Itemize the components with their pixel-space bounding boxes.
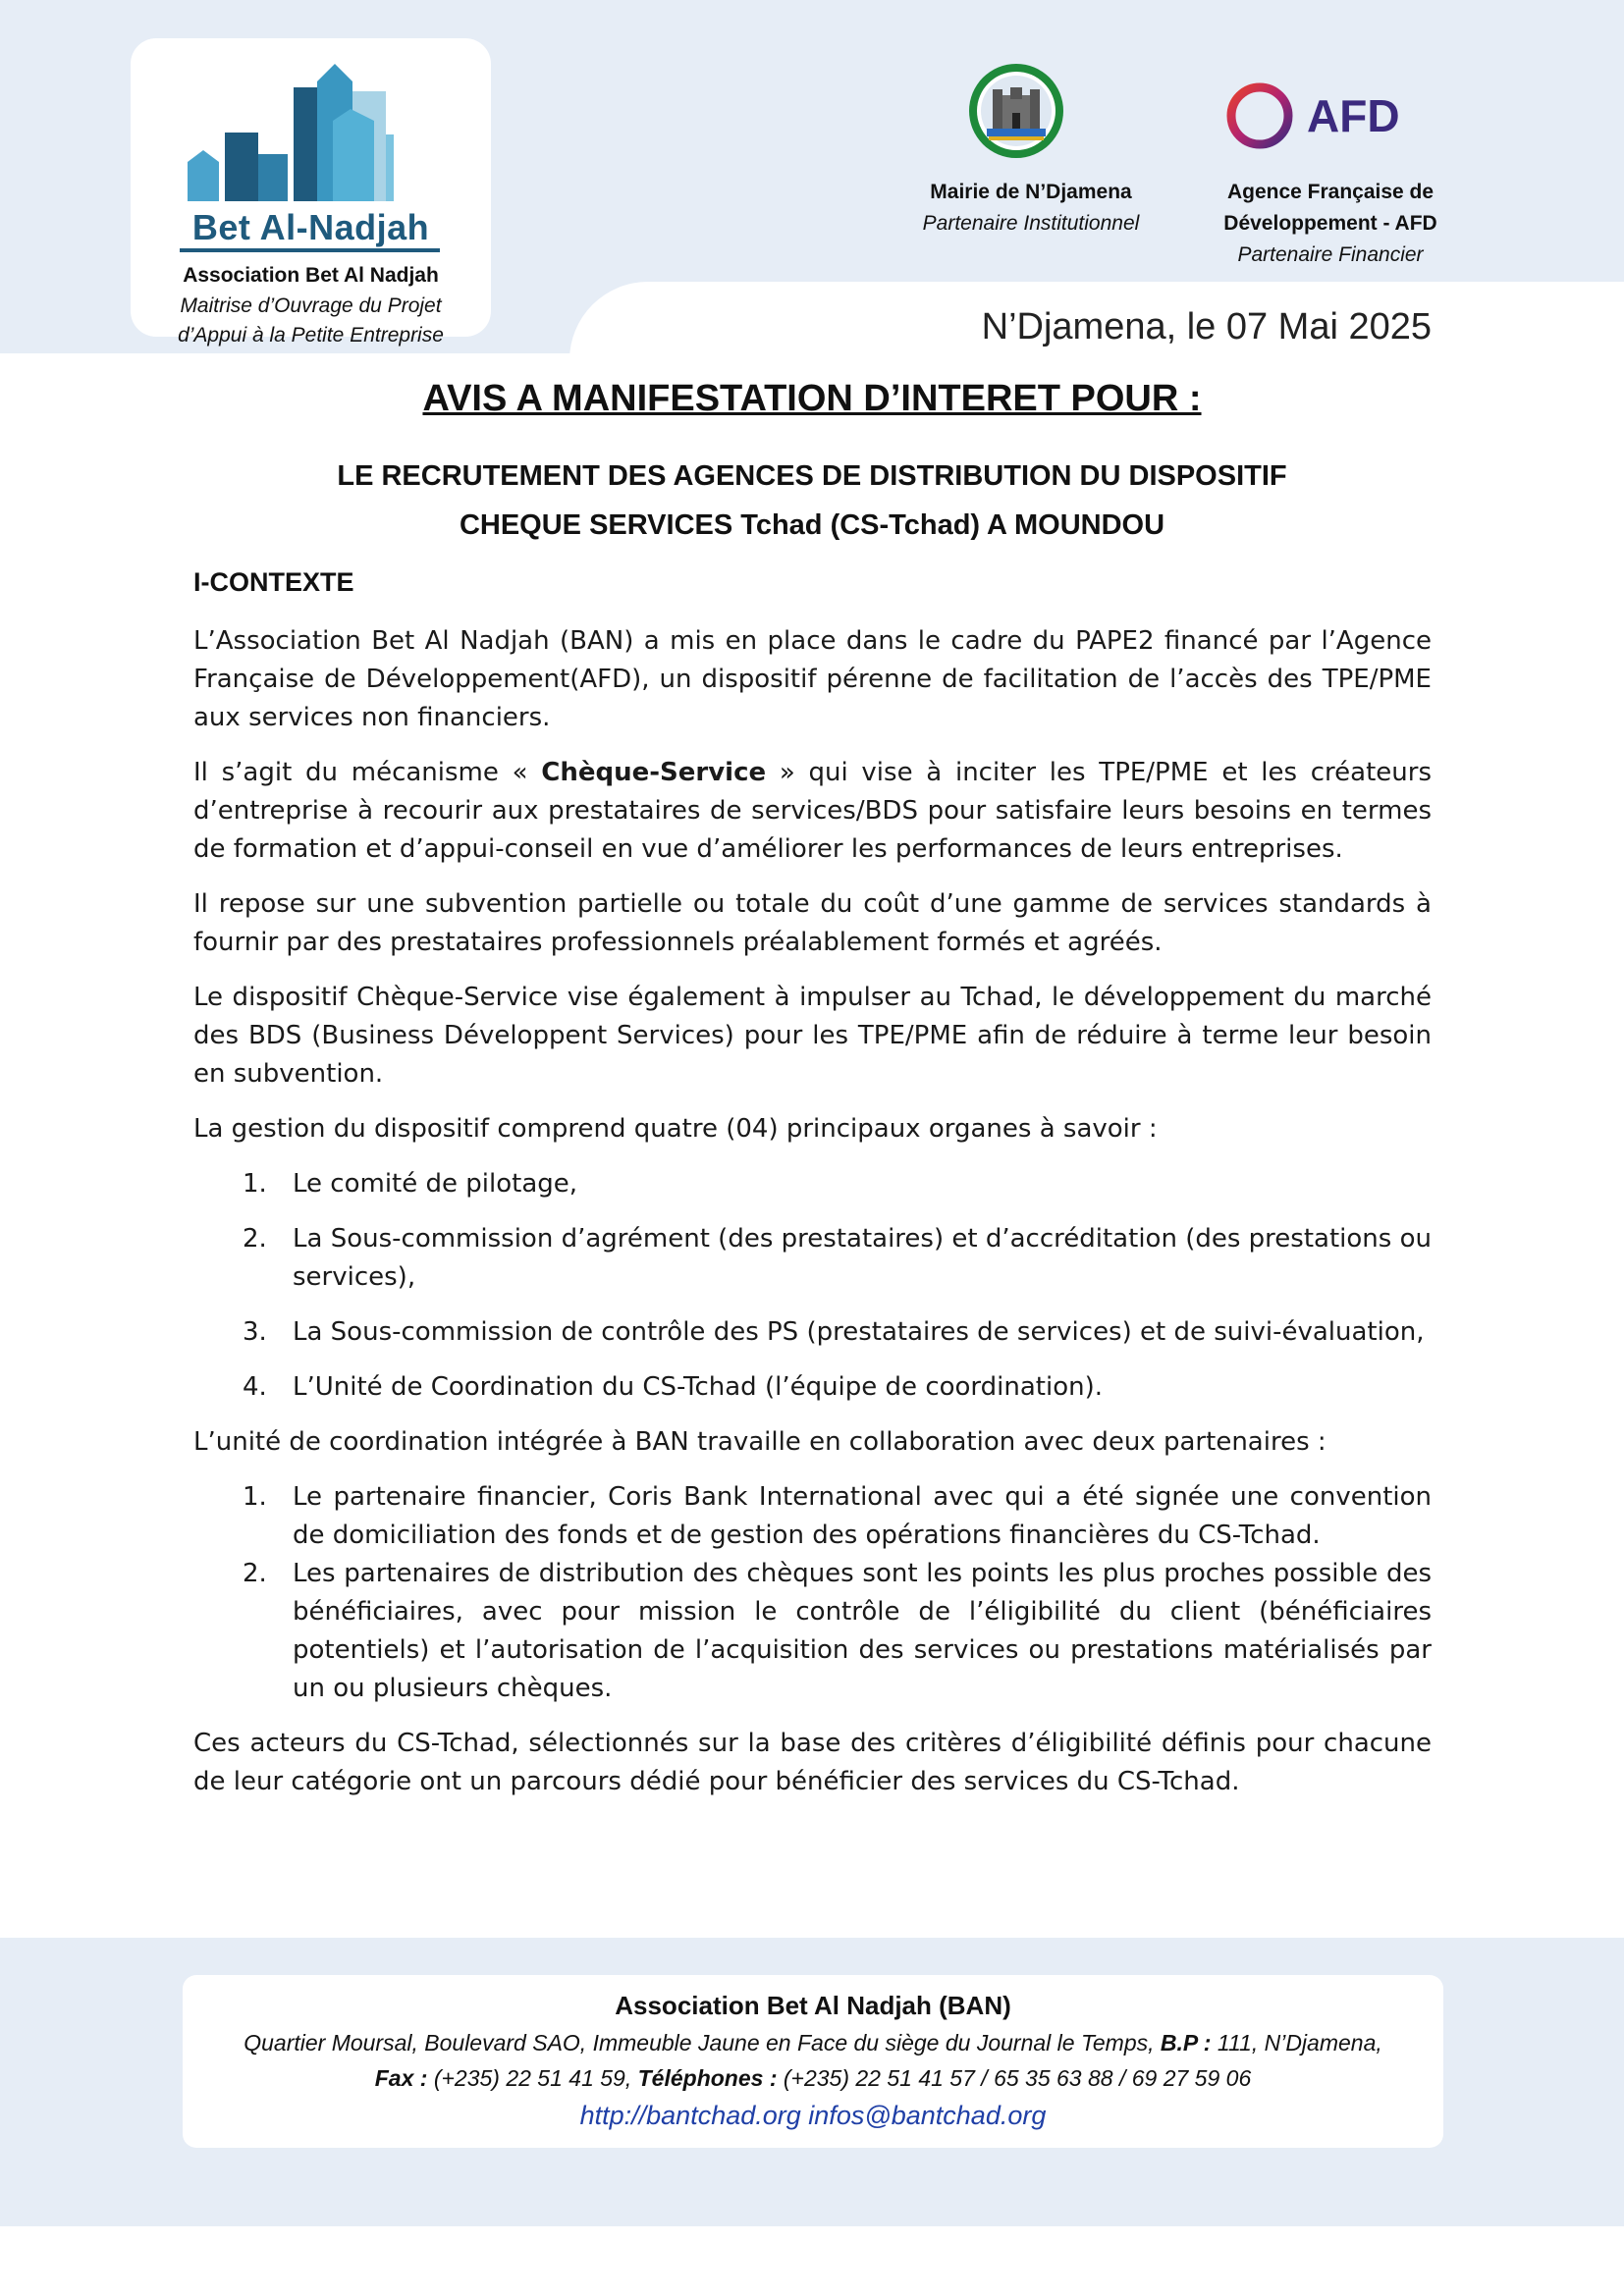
subtitle-line-2: CHEQUE SERVICES Tchad (CS-Tchad) A MOUNDOU <box>459 509 1165 541</box>
list-number: 2. <box>243 1559 267 1588</box>
email-link[interactable]: infos@bantchad.org <box>808 2101 1047 2130</box>
logo-wordmark: Bet Al-Nadjah <box>191 207 430 247</box>
partners-list <box>193 1478 1432 1708</box>
logo-tagline-2: d’Appui à la Petite Entreprise <box>178 324 444 347</box>
partner-financial-name-1: Agence Française de <box>1226 181 1435 203</box>
partner-financial <box>1173 177 1488 271</box>
paragraph-4: Le dispositif Chèque-Service vise également à impulser au Tchad, le développement du marché des BDS (Business Développent Services) pour les TPE/PME afin de réduire à terme leur besoin en subvention. <box>193 983 1432 1089</box>
afd-logo <box>1222 77 1429 155</box>
paragraph-2-start: Il s’agit du mécanisme « <box>193 758 542 787</box>
footer-bp-label: B.P : <box>1160 2030 1218 2056</box>
list-number: 1. <box>243 1482 267 1512</box>
partner-financial-name-2: Développement - AFD <box>1223 212 1437 235</box>
paragraph-6: L’unité de coordination intégrée à BAN travaille en collaboration avec deux partenaires : <box>193 1427 1326 1457</box>
section-title: I-CONTEXTE <box>193 567 354 597</box>
list-item <box>193 1313 1432 1352</box>
buildings-logo-icon <box>178 52 433 209</box>
paragraph-5: La gestion du dispositif comprend quatre (04) principaux organes à savoir : <box>193 1114 1158 1144</box>
ban-logo-card <box>131 38 491 347</box>
list-text: Les partenaires de distribution des chèques sont les points les plus proches possible des bénéficiaires, avec pour mission le contrôle de l’éligibilité du client (bénéficiaires potentiels) et l’autorisation de l’acquisition des services ou prestations matérialisés par un ou plusieurs chèques. <box>293 1559 1432 1703</box>
footer-fax-value: (+235) 22 51 41 59, <box>433 2065 638 2091</box>
paragraph-7: Ces acteurs du CS-Tchad, sélectionnés sur la base des critères d’éligibilité définis pour chacune de leur catégorie ont un parcours dédié pour bénéficier des services du CS-Tchad. <box>193 1729 1432 1796</box>
list-text: L’Unité de Coordination du CS-Tchad (l’équipe de coordination). <box>293 1372 1104 1402</box>
footer-card <box>183 1975 1443 2148</box>
footer-fax-label: Fax : <box>374 2065 434 2091</box>
document-subtitle <box>147 452 1477 550</box>
cheque-service-term: Chèque-Service <box>541 758 767 787</box>
list-number: 3. <box>243 1317 267 1347</box>
list-item <box>193 1555 1432 1708</box>
afd-ring-icon <box>1231 87 1288 144</box>
partner-institutional-role: Partenaire Institutionnel <box>922 212 1140 235</box>
subtitle-line-1: LE RECRUTEMENT DES AGENCES DE DISTRIBUTION DU DISPOSITIF <box>337 460 1287 492</box>
footer-links <box>183 2101 1443 2131</box>
logo-association-name: Association Bet Al Nadjah <box>183 264 439 287</box>
list-text: Le comité de pilotage, <box>293 1169 578 1199</box>
organs-list <box>193 1165 1432 1407</box>
partner-financial-role: Partenaire Financier <box>1237 243 1424 266</box>
city-seal-icon <box>967 62 1065 160</box>
list-text: La Sous-commission d’agrément (des prestataires) et d’accréditation (des prestations ou services), <box>293 1224 1432 1292</box>
footer-phones <box>183 2065 1443 2092</box>
list-text: La Sous-commission de contrôle des PS (prestataires de services) et de suivi-évaluation, <box>293 1317 1425 1347</box>
paragraph-3: Il repose sur une subvention partielle ou totale du coût d’une gamme de services standards à fournir par des prestataires professionnels préalablement formés et agréés. <box>193 889 1432 957</box>
footer-address-text: Quartier Moursal, Boulevard SAO, Immeuble Jaune en Face du siège du Journal le Temps, <box>244 2030 1161 2056</box>
paragraph-2-end: » qui vise à inciter les TPE/PME et les créateurs d’entreprise à recourir aux prestataires de services/BDS pour satisfaire leurs besoins en termes de formation et d’appui-conseil en vue d’améliorer les performances de leurs entreprises. <box>193 758 1432 864</box>
list-number: 1. <box>243 1169 267 1199</box>
logo-tagline-1: Maitrise d’Ouvrage du Projet <box>180 294 442 317</box>
afd-logo-text: AFD <box>1307 90 1400 141</box>
list-number: 4. <box>243 1372 267 1402</box>
footer-org-name: Association Bet Al Nadjah (BAN) <box>615 1991 1011 2020</box>
list-item <box>193 1165 1432 1203</box>
paragraph-1: L’Association Bet Al Nadjah (BAN) a mis en place dans le cadre du PAPE2 financé par l’Agence Française de Développement(AFD), un dispositif pérenne de facilitation de l’accès des TPE/PME aux services non financiers. <box>193 626 1432 732</box>
website-link[interactable]: http://bantchad.org <box>579 2101 801 2130</box>
footer-address <box>183 2030 1443 2056</box>
list-text: Le partenaire financier, Coris Bank International avec qui a été signée une convention de domiciliation des fonds et de gestion des opérations financières du CS-Tchad. <box>293 1482 1432 1550</box>
list-item <box>193 1220 1432 1297</box>
partner-institutional-name: Mairie de N’Djamena <box>930 181 1132 203</box>
list-number: 2. <box>243 1224 267 1254</box>
footer-tel-value: (+235) 22 51 41 57 / 65 35 63 88 / 69 27 59 06 <box>783 2065 1252 2091</box>
document-date: N’Djamena, le 07 Mai 2025 <box>981 306 1432 347</box>
logo-underline <box>180 248 440 252</box>
document-body <box>193 622 1432 1818</box>
paragraph-2 <box>193 754 1432 869</box>
document-title: AVIS A MANIFESTATION D’INTERET POUR : <box>422 378 1202 419</box>
footer-bp-value: 111, N’Djamena, <box>1217 2030 1382 2056</box>
list-item <box>193 1368 1432 1407</box>
partner-institutional <box>884 177 1178 240</box>
list-item <box>193 1478 1432 1555</box>
footer-tel-label: Téléphones : <box>637 2065 784 2091</box>
